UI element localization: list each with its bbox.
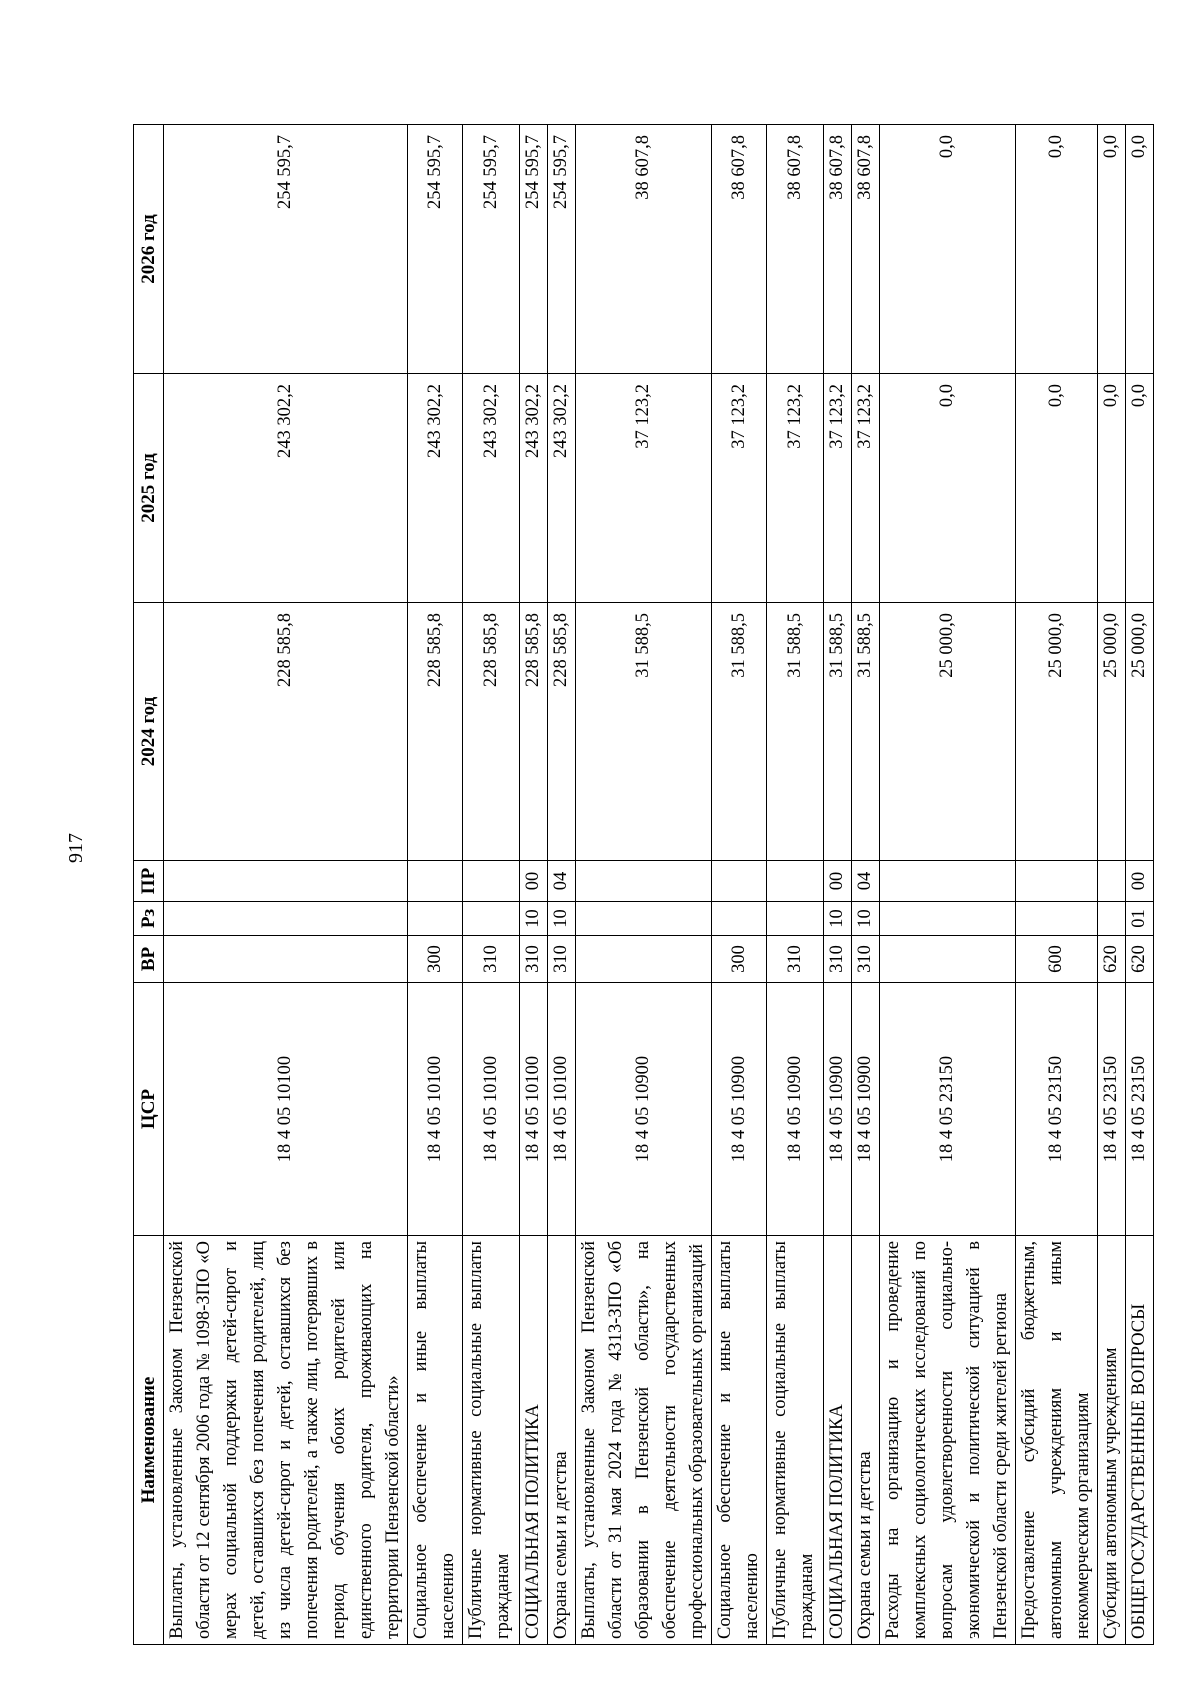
cell-2026: 254 595,7 — [408, 125, 463, 374]
header-rz: Рз — [134, 902, 164, 936]
cell-2026: 254 595,7 — [520, 125, 548, 374]
cell-2025: 0,0 — [1016, 374, 1098, 603]
table-row — [824, 125, 852, 1645]
cell-vr: 300 — [712, 936, 767, 983]
cell-csr: 18 4 05 10100 — [520, 983, 548, 1236]
cell-csr: 18 4 05 23150 — [1126, 983, 1154, 1236]
cell-rz: 10 — [824, 902, 852, 936]
table-row — [164, 125, 408, 1645]
cell-2025: 0,0 — [880, 374, 1016, 603]
header-name: Наименование — [134, 1236, 164, 1645]
cell-name: Охрана семьи и детства — [852, 1236, 880, 1645]
cell-2026: 38 607,8 — [852, 125, 880, 374]
cell-2024: 25 000,0 — [1126, 603, 1154, 861]
cell-vr: 310 — [520, 936, 548, 983]
cell-rz — [767, 902, 824, 936]
cell-name: Выплаты, установленные Законом Пензенской области от 12 сентября 2006 года № 1098-ЗПО «О мерах социальной поддержки детей-сирот и детей, оставшихся без попечения родителей, лиц из числа детей-сирот и детей, оставшихся без попечения родителей, а также лиц, потерявших в период обучения обоих родителей или единственного родителя, проживающих на территории Пензенской области» — [164, 1236, 408, 1645]
cell-2024: 25 000,0 — [1098, 603, 1126, 861]
cell-vr: 300 — [408, 936, 463, 983]
cell-2026: 254 595,7 — [164, 125, 408, 374]
cell-pr: 00 — [824, 861, 852, 902]
cell-csr: 18 4 05 10100 — [463, 983, 520, 1236]
table-row — [852, 125, 880, 1645]
cell-csr: 18 4 05 23150 — [1098, 983, 1126, 1236]
cell-2025: 37 123,2 — [576, 374, 712, 603]
cell-2026: 38 607,8 — [576, 125, 712, 374]
cell-csr: 18 4 05 10100 — [548, 983, 576, 1236]
cell-2024: 31 588,5 — [767, 603, 824, 861]
cell-name: Публичные нормативные социальные выплаты гражданам — [767, 1236, 824, 1645]
cell-2025: 0,0 — [1098, 374, 1126, 603]
header-csr: ЦСР — [134, 983, 164, 1236]
cell-2024: 228 585,8 — [463, 603, 520, 861]
cell-vr — [164, 936, 408, 983]
cell-vr: 310 — [852, 936, 880, 983]
table-row — [1098, 125, 1126, 1645]
cell-pr — [767, 861, 824, 902]
cell-rz: 10 — [520, 902, 548, 936]
header-pr: ПР — [134, 861, 164, 902]
cell-rz — [164, 902, 408, 936]
cell-2024: 31 588,5 — [576, 603, 712, 861]
cell-vr: 620 — [1098, 936, 1126, 983]
cell-pr — [408, 861, 463, 902]
table-row — [767, 125, 824, 1645]
table-row — [712, 125, 767, 1645]
cell-vr — [576, 936, 712, 983]
header-2026: 2026 год — [134, 125, 164, 374]
cell-2024: 31 588,5 — [712, 603, 767, 861]
cell-2024: 228 585,8 — [408, 603, 463, 861]
cell-rz — [1098, 902, 1126, 936]
cell-rz: 10 — [852, 902, 880, 936]
table-row — [520, 125, 548, 1645]
cell-rz — [712, 902, 767, 936]
cell-pr: 00 — [520, 861, 548, 902]
cell-2024: 25 000,0 — [1016, 603, 1098, 861]
cell-2026: 0,0 — [880, 125, 1016, 374]
cell-2026: 38 607,8 — [824, 125, 852, 374]
cell-2026: 38 607,8 — [712, 125, 767, 374]
cell-csr: 18 4 05 10900 — [852, 983, 880, 1236]
budget-table — [133, 124, 1154, 1645]
cell-csr: 18 4 05 10900 — [767, 983, 824, 1236]
cell-csr: 18 4 05 10900 — [824, 983, 852, 1236]
cell-name: Субсидии автономным учреждениям — [1098, 1236, 1126, 1645]
cell-2025: 37 123,2 — [712, 374, 767, 603]
cell-2024: 228 585,8 — [164, 603, 408, 861]
cell-2025: 37 123,2 — [824, 374, 852, 603]
table-row — [1016, 125, 1098, 1645]
cell-pr — [576, 861, 712, 902]
cell-csr: 18 4 05 10100 — [164, 983, 408, 1236]
cell-vr — [880, 936, 1016, 983]
header-2024: 2024 год — [134, 603, 164, 861]
cell-2025: 37 123,2 — [767, 374, 824, 603]
cell-2024: 228 585,8 — [520, 603, 548, 861]
cell-2025: 243 302,2 — [520, 374, 548, 603]
cell-name: СОЦИАЛЬНАЯ ПОЛИТИКА — [520, 1236, 548, 1645]
table-row — [548, 125, 576, 1645]
cell-name: Охрана семьи и детства — [548, 1236, 576, 1645]
cell-2025: 243 302,2 — [408, 374, 463, 603]
cell-2026: 0,0 — [1016, 125, 1098, 374]
cell-vr: 310 — [824, 936, 852, 983]
cell-2025: 243 302,2 — [164, 374, 408, 603]
cell-2026: 254 595,7 — [548, 125, 576, 374]
cell-name: Социальное обеспечение и иные выплаты населению — [408, 1236, 463, 1645]
cell-2026: 0,0 — [1126, 125, 1154, 374]
cell-csr: 18 4 05 23150 — [880, 983, 1016, 1236]
cell-rz — [408, 902, 463, 936]
cell-name: СОЦИАЛЬНАЯ ПОЛИТИКА — [824, 1236, 852, 1645]
cell-2024: 31 588,5 — [852, 603, 880, 861]
header-row — [134, 125, 164, 1645]
cell-csr: 18 4 05 10100 — [408, 983, 463, 1236]
cell-name: Расходы на организацию и проведение комплексных социологических исследований по вопросам удовлетворенности социально-экономической и политической ситуацией в Пензенской области среди жителей региона — [880, 1236, 1016, 1645]
cell-name: Выплаты, установленные Законом Пензенской области от 31 мая 2024 года № 4313-ЗПО «Об образовании в Пензенской области», на обеспечение деятельности государственных профессиональных образовательных организаций — [576, 1236, 712, 1645]
rotated-table-wrapper — [133, 125, 1149, 1645]
cell-name: ОБЩЕГОСУДАРСТВЕННЫЕ ВОПРОСЫ — [1126, 1236, 1154, 1645]
header-vr: ВР — [134, 936, 164, 983]
table-row — [576, 125, 712, 1645]
cell-2026: 38 607,8 — [767, 125, 824, 374]
cell-vr: 600 — [1016, 936, 1098, 983]
table-row — [408, 125, 463, 1645]
cell-2024: 31 588,5 — [824, 603, 852, 861]
cell-pr — [712, 861, 767, 902]
cell-csr: 18 4 05 23150 — [1016, 983, 1098, 1236]
cell-vr: 620 — [1126, 936, 1154, 983]
cell-vr: 310 — [548, 936, 576, 983]
cell-pr: 04 — [852, 861, 880, 902]
cell-pr — [463, 861, 520, 902]
cell-rz — [1016, 902, 1098, 936]
cell-pr — [1098, 861, 1126, 902]
cell-rz — [880, 902, 1016, 936]
cell-2025: 243 302,2 — [548, 374, 576, 603]
table-row — [880, 125, 1016, 1645]
cell-csr: 18 4 05 10900 — [712, 983, 767, 1236]
cell-rz — [463, 902, 520, 936]
cell-csr: 18 4 05 10900 — [576, 983, 712, 1236]
cell-2026: 254 595,7 — [463, 125, 520, 374]
cell-2026: 0,0 — [1098, 125, 1126, 374]
cell-name: Социальное обеспечение и иные выплаты населению — [712, 1236, 767, 1645]
cell-rz: 10 — [548, 902, 576, 936]
cell-name: Предоставление субсидий бюджетным, автономным учреждениям и иным некоммерческим организациям — [1016, 1236, 1098, 1645]
cell-2025: 0,0 — [1126, 374, 1154, 603]
cell-vr: 310 — [767, 936, 824, 983]
cell-pr — [880, 861, 1016, 902]
cell-pr — [164, 861, 408, 902]
table-row — [463, 125, 520, 1645]
header-2025: 2025 год — [134, 374, 164, 603]
cell-rz: 01 — [1126, 902, 1154, 936]
cell-pr: 04 — [548, 861, 576, 902]
cell-2024: 25 000,0 — [880, 603, 1016, 861]
table-row — [1126, 125, 1154, 1645]
cell-pr: 00 — [1126, 861, 1154, 902]
page-number: 917 — [65, 833, 87, 863]
cell-rz — [576, 902, 712, 936]
cell-name: Публичные нормативные социальные выплаты гражданам — [463, 1236, 520, 1645]
cell-2024: 228 585,8 — [548, 603, 576, 861]
cell-2025: 243 302,2 — [463, 374, 520, 603]
cell-vr: 310 — [463, 936, 520, 983]
cell-2025: 37 123,2 — [852, 374, 880, 603]
cell-pr — [1016, 861, 1098, 902]
